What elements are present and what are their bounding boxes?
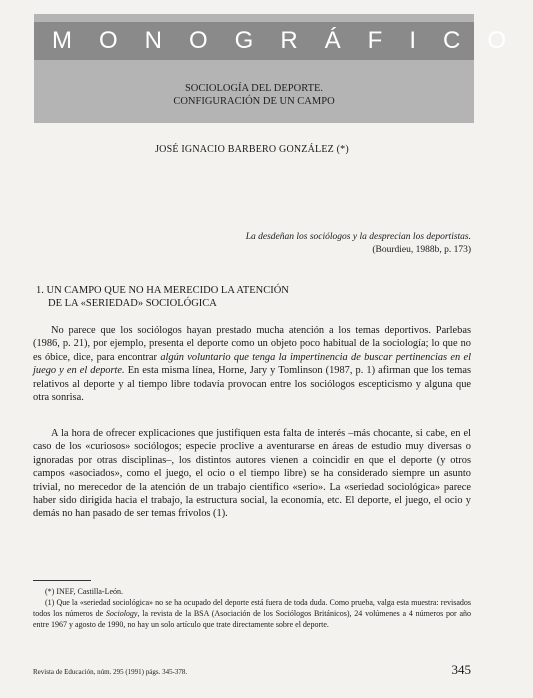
banner-title: MONOGRÁFICO bbox=[34, 22, 474, 60]
epigraph bbox=[246, 231, 471, 257]
footnote-1-emphasis: Sociology bbox=[105, 609, 138, 618]
paragraph-1 bbox=[33, 324, 471, 404]
epigraph-citation: (Bourdieu, 1988b, p. 173) bbox=[372, 245, 471, 255]
paragraph-1-text-b: En esta misma línea, Horne, Jary y Tomlinson (1987, p. 1) afirman que los temas relativos al deporte y al tiempo libre todavía provocan entre los sociólogos escepticismo y alguna que otra sonrisa. bbox=[33, 365, 471, 404]
journal-citation: Revista de Educación, núm. 295 (1991) págs. 345-378. bbox=[33, 668, 188, 676]
article-title-line1: SOCIOLOGÍA DEL DEPORTE. bbox=[184, 83, 324, 94]
epigraph-quote: La desdeñan los sociólogos y la desprecian los deportistas. bbox=[245, 232, 471, 242]
paragraph-1-text-a: No parece que los sociólogos hayan prestado mucha atención a los temas deportivos. Parlebas (1986, p. 21), por ejemplo, presenta el deporte como un objeto poco habitual de la sociología; lo que no es óbice, dice, para encontrar bbox=[33, 325, 471, 363]
footnotes bbox=[33, 586, 471, 630]
article-title bbox=[34, 82, 474, 108]
page-number: 345 bbox=[451, 662, 471, 677]
footnote-divider bbox=[33, 580, 91, 581]
author-name: JOSÉ IGNACIO BARBERO GONZÁLEZ (*) bbox=[155, 144, 349, 155]
section-heading bbox=[36, 284, 476, 310]
monografico-banner bbox=[34, 14, 533, 123]
section-heading-line2: DE LA «SERIEDAD» SOCIOLÓGICA bbox=[48, 298, 217, 309]
paragraph-2: A la hora de ofrecer explicaciones que justifiquen esta falta de interés –más chocante, si cabe, en el caso de los «curiosos» sociólogos; especie proclive a aventurarse en áreas de estudio muy diversas o ignoradas por otras disciplinas–, los distintos autores vienen a coincidir en que el deporte (y otros campos «asociados», como el juego, el ocio o el tiempo libre) se ha considerado siempre un asunto trivial, no merecedor de la atención de un trabajo científico «serio». La «seriedad sociológica» parece haber sido dirigida hacia el trabajo, la estructura social, la economía, etc. El deporte, el juego, el ocio y demás no han pasado de ser temas frívolos (1). bbox=[33, 428, 471, 520]
footnote-1-text-b: , la revista de la BSA (Asociación de los Sociólogos Británicos), 24 volúmenes a 4 números por año entre 1967 y agosto de 1990, no hay un solo artículo que trate directamente sobre el deporte. bbox=[33, 609, 471, 629]
section-heading-line1: 1. UN CAMPO QUE NO HA MERECIDO LA ATENCIÓN bbox=[36, 285, 289, 296]
footnote-1-text-a: (1) Que la «seriedad sociológica» no se ha ocupado del deporte está fuera de toda duda. Como prueba, valga esta muestra: revisados todos los números de bbox=[33, 598, 471, 618]
footnote-1 bbox=[33, 597, 471, 630]
paragraph-1-emphasis: algún voluntario que tenga la impertinencia de buscar pertinencias en el juego y en el deporte. bbox=[33, 351, 471, 377]
footnote-affiliation: (*) INEF, Castilla-León. bbox=[45, 587, 124, 596]
article-title-line2: CONFIGURACIÓN DE UN CAMPO bbox=[173, 96, 335, 107]
